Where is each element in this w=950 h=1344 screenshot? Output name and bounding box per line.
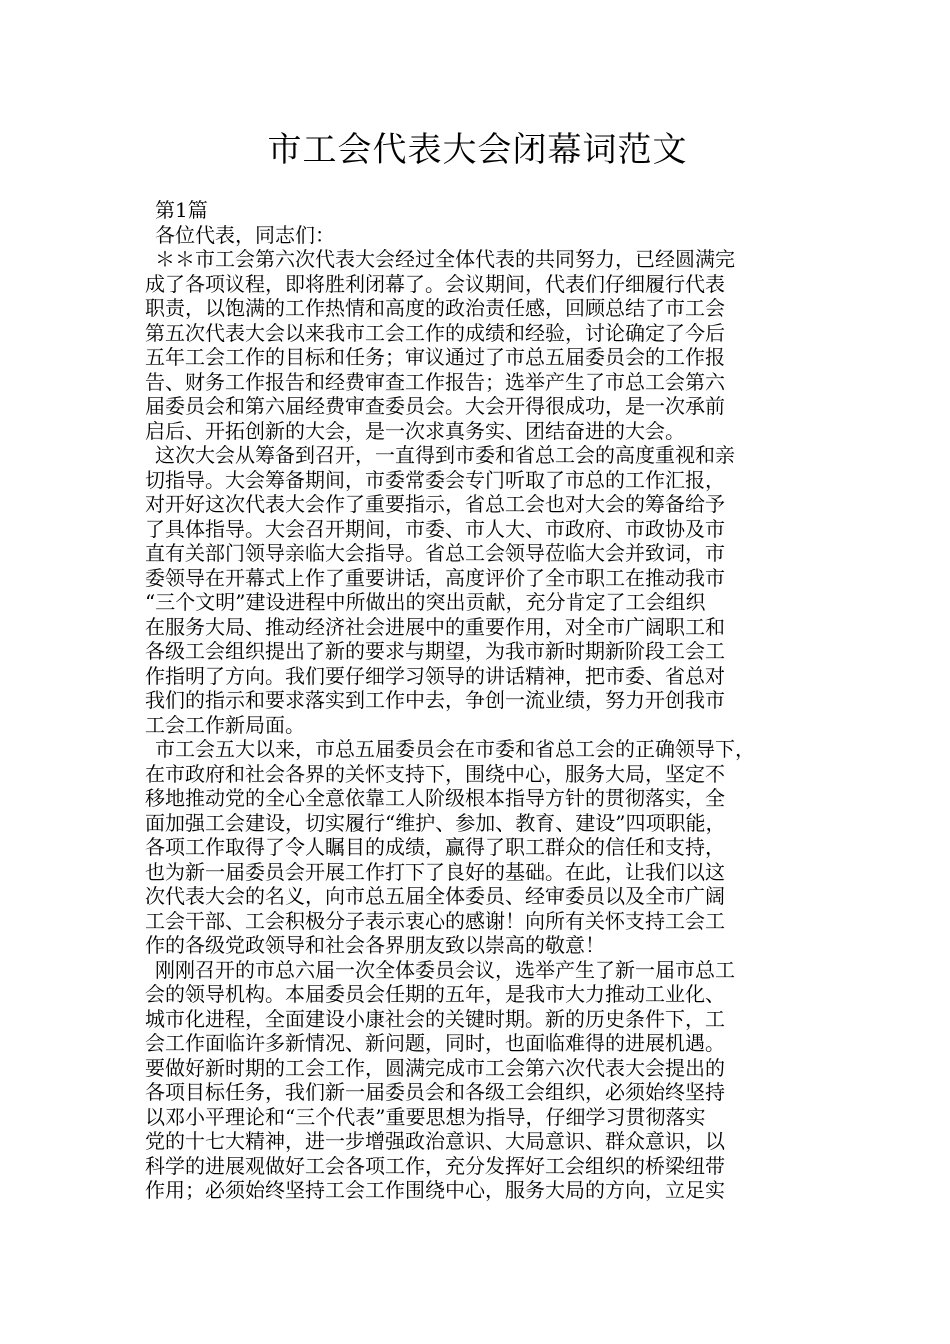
text-line: 告、财务工作报告和经费审查工作报告；选举产生了市总工会第六 <box>145 369 725 394</box>
text-line: ＊＊市工会第六次代表大会经过全体代表的共同努力，已经圆满完 <box>155 247 735 271</box>
text-line: 党的十七大精神，进一步增强政治意识、大局意识、群众意识，以 <box>145 1129 725 1153</box>
text-line: 面加强工会建设，切实履行“维护、参加、教育、建设”四项职能， <box>145 810 726 835</box>
text-line: 在市政府和社会各界的关怀支持下，围绕中心，服务大局，坚定不 <box>145 761 725 786</box>
text-line: 委领导在开幕式上作了重要讲话，高度评价了全市职工在推动我市 <box>145 565 725 590</box>
salutation: 各位代表，同志们： <box>155 222 335 247</box>
text-line: “三个文明”建设进程中所做出的突出贡献，充分肯定了工会组织 <box>145 590 706 614</box>
text-line: 第五次代表大会以来我市工会工作的成绩和经验，讨论确定了今后 <box>145 320 725 345</box>
text-line: 在服务大局、推动经济社会进展中的重要作用，对全市广阔职工和 <box>145 614 725 639</box>
text-line: 了具体指导。大会召开期间，市委、市人大、市政府、市政协及市 <box>145 516 725 541</box>
text-line: 直有关部门领导亲临大会指导。省总工会领导莅临大会并致词，市 <box>145 541 725 565</box>
text-line: 我们的指示和要求落实到工作中去，争创一流业绩，努力开创我市 <box>145 688 725 712</box>
text-line: 各级工会组织提出了新的要求与期望，为我市新时期新阶段工会工 <box>145 639 725 663</box>
document-body <box>145 247 810 1203</box>
text-line: 会的领导机构。本届委员会任期的五年，是我市大力推动工业化、 <box>145 982 725 1006</box>
text-line: 工会干部、工会积极分子表示衷心的感谢！向所有关怀支持工会工 <box>145 908 725 933</box>
text-line: 会工作面临许多新情况、新问题，同时，也面临难得的进展机遇。 <box>145 1031 725 1055</box>
text-line: 作指明了方向。我们要仔细学习领导的讲话精神，把市委、省总对 <box>145 663 725 688</box>
text-line: 移地推动党的全心全意依靠工人阶级根本指导方针的贯彻落实，全 <box>145 786 725 810</box>
document-page <box>145 128 810 1203</box>
text-line: 科学的进展观做好工会各项工作，充分发挥好工会组织的桥梁纽带 <box>145 1153 725 1178</box>
document-title: 市工会代表大会闭幕词范文 <box>267 130 688 170</box>
text-line: 以邓小平理论和“三个代表”重要思想为指导，仔细学习贯彻落实 <box>145 1104 706 1129</box>
text-line: 职责，以饱满的工作热情和高度的政治责任感，回顾总结了市工会 <box>145 296 725 320</box>
text-line: 切指导。大会筹备期间，市委常委会专门听取了市总的工作汇报， <box>145 467 725 492</box>
text-line: 对开好这次代表大会作了重要指示，省总工会也对大会的筹备给予 <box>145 492 725 516</box>
text-line: 工会工作新局面。 <box>145 712 305 737</box>
text-line: 城市化进程，全面建设小康社会的关键时期。新的历史条件下，工 <box>145 1006 725 1031</box>
text-line: 次代表大会的名义，向市总五届全体委员、经审委员以及全市广阔 <box>145 884 725 908</box>
text-line: 作的各级党政领导和社会各界朋友致以崇高的敬意！ <box>145 933 605 957</box>
text-line: 启后、开拓创新的大会，是一次求真务实、团结奋进的大会。 <box>145 418 685 443</box>
text-line: 刚刚召开的市总六届一次全体委员会议，选举产生了新一届市总工 <box>155 957 735 982</box>
text-line: 五年工会工作的目标和任务；审议通过了市总五届委员会的工作报 <box>145 345 725 369</box>
text-line: 市工会五大以来，市总五届委员会在市委和省总工会的正确领导下， <box>155 737 755 761</box>
text-line: 这次大会从筹备到召开，一直得到市委和省总工会的高度重视和亲 <box>155 443 735 467</box>
text-line: 作用；必须始终坚持工会工作围绕中心，服务大局的方向，立足实 <box>145 1178 725 1202</box>
section-heading: 第1篇 <box>155 198 208 222</box>
text-line: 成了各项议程，即将胜利闭幕了。会议期间，代表们仔细履行代表 <box>145 271 725 296</box>
text-line: 也为新一届委员会开展工作打下了良好的基础。在此，让我们以这 <box>145 859 725 884</box>
text-line: 各项工作取得了令人瞩目的成绩，赢得了职工群众的信任和支持， <box>145 835 725 859</box>
text-line: 要做好新时期的工会工作，圆满完成市工会第六次代表大会提出的 <box>145 1055 725 1080</box>
text-line: 各项目标任务，我们新一届委员会和各级工会组织，必须始终坚持 <box>145 1080 725 1104</box>
text-line: 届委员会和第六届经费审查委员会。大会开得很成功，是一次承前 <box>145 394 725 418</box>
